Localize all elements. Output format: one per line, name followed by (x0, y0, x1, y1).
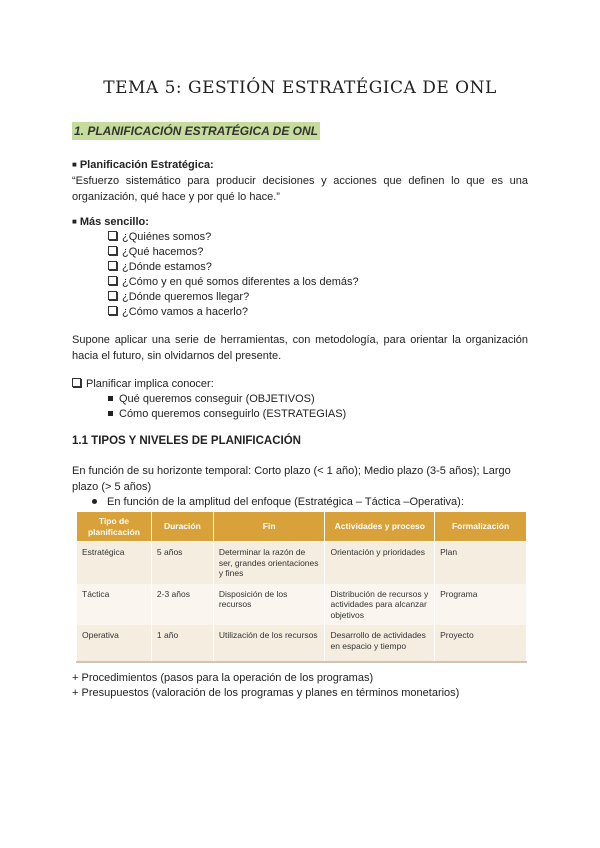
table-cell: Táctica (77, 584, 152, 626)
list-item: ¿Dónde queremos llegar? (108, 290, 528, 305)
footer-line: + Procedimientos (pasos para la operación de los programas) (72, 672, 374, 684)
table-cell: Orientación y prioridades (325, 542, 435, 584)
footer-notes (72, 671, 459, 701)
table-cell: Disposición de los recursos (213, 584, 325, 626)
list-item: ¿Quiénes somos? (108, 230, 528, 245)
table-header-cell: Actividades y proceso (325, 512, 435, 542)
planificacion-definition: “Esfuerzo sistemático para producir decisiones y acciones que definen lo que es una organización, qué hace y por qué lo hace.” (72, 175, 528, 203)
square-bullet-icon (108, 411, 113, 416)
horizonte-paragraph: En función de su horizonte temporal: Corto plazo (< 1 año); Medio plazo (3-5 años); Largo plazo (> 5 años) (72, 465, 511, 493)
planning-levels-table (76, 511, 527, 663)
checkbox-icon (108, 291, 117, 300)
planificar-list (108, 392, 528, 422)
square-bullet-icon: ■ (72, 217, 77, 226)
table-cell: 5 años (151, 542, 213, 584)
planificar-block (72, 376, 528, 422)
table-row (77, 625, 527, 662)
supone-paragraph: Supone aplicar una serie de herramientas, con metodología, para orientar la organización hacia el futuro, sin olvidarnos del presente. (72, 334, 528, 362)
amplitud-text: En función de la amplitud del enfoque (Estratégica – Táctica –Operativa): (107, 496, 464, 508)
checkbox-icon (108, 276, 117, 285)
table-cell: 2-3 años (151, 584, 213, 626)
checkbox-icon (108, 306, 117, 315)
table-header-row (77, 512, 527, 542)
table-cell: Desarrollo de actividades en espacio y tiempo (325, 625, 435, 662)
mas-sencillo-block (72, 214, 528, 320)
list-item: ¿Qué hacemos? (108, 245, 528, 260)
list-item: ¿Cómo vamos a hacerlo? (108, 305, 528, 320)
list-item: ¿Cómo y en qué somos diferentes a los demás? (108, 275, 528, 290)
bullet-icon (92, 499, 97, 504)
planificacion-block (72, 157, 528, 205)
planificar-text: Planificar implica conocer: (86, 378, 214, 390)
table-cell: 1 año (151, 625, 213, 662)
list-item: ¿Dónde estamos? (108, 260, 528, 275)
table-header-cell: Tipo de planificación (77, 512, 152, 542)
planificacion-heading: Planificación Estratégica: (79, 159, 214, 171)
footer-line: + Presupuestos (valoración de los programas y planes en términos monetarios) (72, 687, 460, 699)
checkbox-icon (72, 378, 81, 387)
table-cell: Estratégica (77, 542, 152, 584)
table-cell: Programa (435, 584, 527, 626)
questions-list (108, 230, 528, 320)
table-cell: Plan (435, 542, 527, 584)
list-item: Cómo queremos conseguirlo (ESTRATEGIAS) (108, 407, 528, 422)
table-cell: Proyecto (435, 625, 527, 662)
square-bullet-icon: ■ (72, 160, 77, 169)
table-cell: Determinar la razón de ser, grandes orientaciones y fines (213, 542, 325, 584)
checkbox-icon (108, 246, 117, 255)
checkbox-icon (108, 231, 117, 240)
table-header-cell: Formalización (435, 512, 527, 542)
square-bullet-icon (108, 396, 113, 401)
page-title: TEMA 5: GESTIÓN ESTRATÉGICA DE ONL (103, 78, 497, 98)
table-cell: Utilización de los recursos (213, 625, 325, 662)
table-row (77, 584, 527, 626)
table-row (77, 542, 527, 584)
table-cell: Operativa (77, 625, 152, 662)
section-heading: 1. PLANIFICACIÓN ESTRATÉGICA DE ONL (74, 124, 319, 138)
list-item: Qué queremos conseguir (OBJETIVOS) (108, 392, 528, 407)
mas-sencillo-heading: Más sencillo: (79, 216, 149, 228)
subsection-heading: 1.1 TIPOS Y NIVELES DE PLANIFICACIÓN (72, 435, 301, 447)
table-cell: Distribución de recursos y actividades para alcanzar objetivos (325, 584, 435, 626)
table-header-cell: Fin (213, 512, 325, 542)
checkbox-icon (108, 261, 117, 270)
table-header-cell: Duración (151, 512, 213, 542)
